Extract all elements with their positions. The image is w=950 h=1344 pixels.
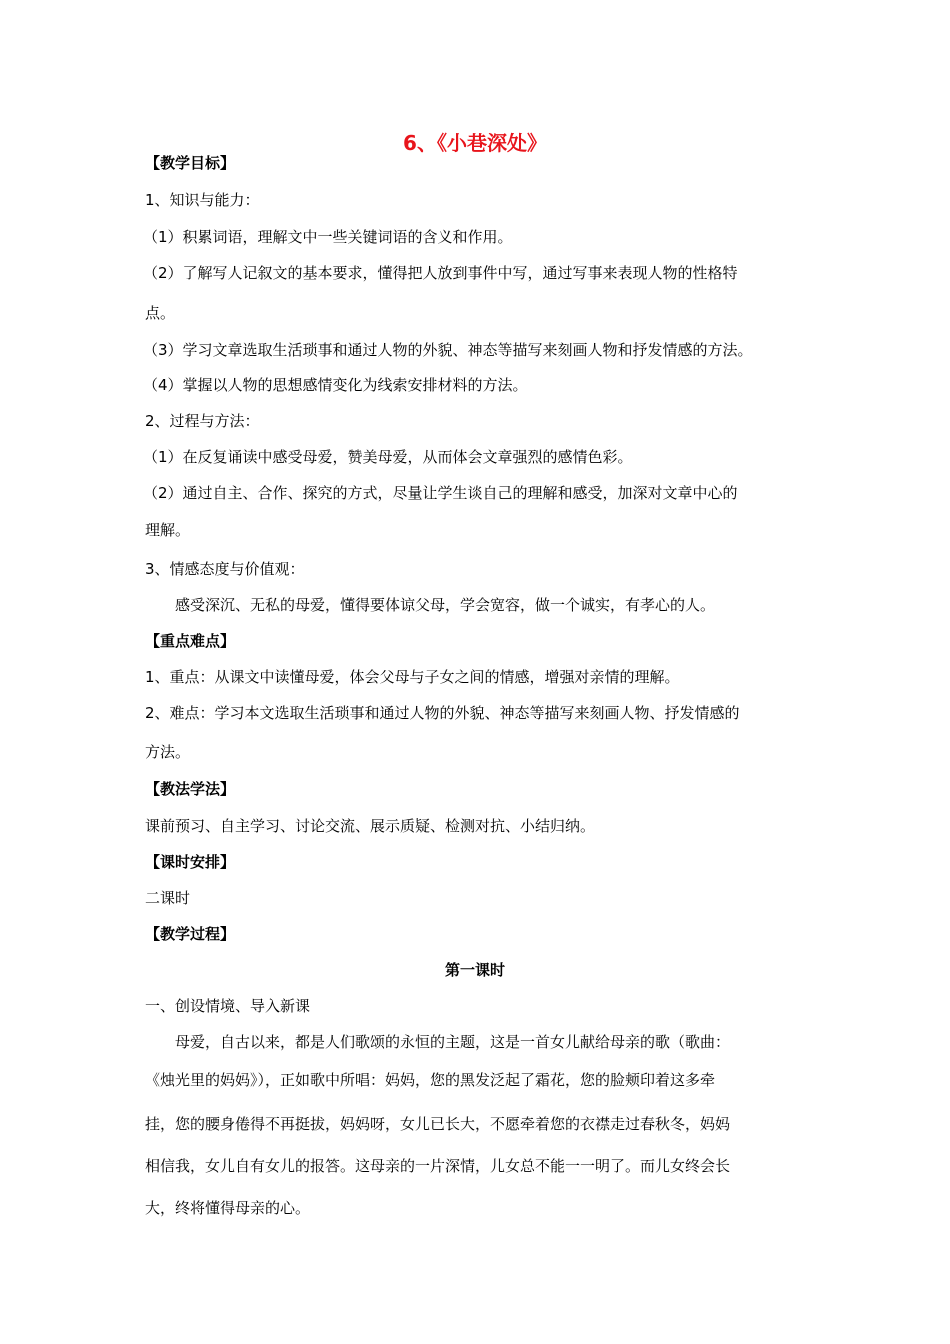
goal-emotion-text: 感受深沉、无私的母爱，懂得要体谅父母，学会宽容，做一个诚实，有孝心的人。 bbox=[175, 596, 716, 614]
intro-paragraph-line-1: 母爱，自古以来，都是人们歌颂的永恒的主题，这是一首女儿献给母亲的歌（歌曲： bbox=[175, 1033, 731, 1051]
keypoint-difficulty: 2、难点：学习本文选取生活琐事和通过人物的外貌、神态等描写来刻画人物、抒发情感的 bbox=[145, 704, 740, 722]
goal-process-item-1: （1）在反复诵读中感受母爱，赞美母爱，从而体会文章强烈的感情色彩。 bbox=[143, 448, 633, 466]
intro-paragraph-line-4: 相信我，女儿自有女儿的报答。这母亲的一片深情，儿女总不能一一明了。而儿女终会长 bbox=[145, 1157, 731, 1175]
goal-process-item-2-cont: 理解。 bbox=[145, 521, 191, 539]
schedule-text: 二课时 bbox=[145, 889, 191, 907]
intro-paragraph-line-5: 大，终将懂得母亲的心。 bbox=[145, 1199, 311, 1217]
section-heading-goals: 【教学目标】 bbox=[145, 154, 236, 172]
goal-knowledge-item-2-cont: 点。 bbox=[145, 304, 176, 322]
goal-emotion-heading: 3、情感态度与价值观： bbox=[145, 560, 305, 578]
section-heading-process: 【教学过程】 bbox=[145, 925, 236, 943]
goal-knowledge-heading: 1、知识与能力： bbox=[145, 191, 260, 209]
goal-knowledge-item-3: （3）学习文章选取生活琐事和通过人物的外貌、神态等描写来刻画人物和抒发情感的方法。 bbox=[143, 341, 753, 359]
section-heading-methods: 【教法学法】 bbox=[145, 780, 236, 798]
goal-knowledge-item-1: （1）积累词语，理解文中一些关键词语的含义和作用。 bbox=[143, 228, 513, 246]
goal-knowledge-item-4: （4）掌握以人物的思想感情变化为线索安排材料的方法。 bbox=[143, 376, 528, 394]
process-step-1: 一、创设情境、导入新课 bbox=[145, 997, 311, 1015]
section-heading-keypoints: 【重点难点】 bbox=[145, 632, 236, 650]
goal-process-heading: 2、过程与方法： bbox=[145, 412, 260, 430]
intro-paragraph-line-2: 《烛光里的妈妈》），正如歌中所唱：妈妈，您的黑发泛起了霜花，您的脸颊印着这多牵 bbox=[145, 1071, 716, 1089]
section-heading-schedule: 【课时安排】 bbox=[145, 853, 236, 871]
intro-paragraph-line-3: 挂，您的腰身倦得不再挺拔，妈妈呀，女儿已长大，不愿牵着您的衣襟走过春秋冬，妈妈 bbox=[145, 1115, 731, 1133]
goal-process-item-2: （2）通过自主、合作、探究的方式，尽量让学生谈自己的理解和感受，加深对文章中心的 bbox=[143, 484, 738, 502]
keypoint-focus: 1、重点：从课文中读懂母爱，体会父母与子女之间的情感，增强对亲情的理解。 bbox=[145, 668, 680, 686]
lesson-title: 第一课时 bbox=[444, 961, 505, 979]
methods-text: 课前预习、自主学习、讨论交流、展示质疑、检测对抗、小结归纳。 bbox=[145, 817, 596, 835]
keypoint-difficulty-cont: 方法。 bbox=[145, 743, 191, 761]
goal-knowledge-item-2: （2）了解写人记叙文的基本要求，懂得把人放到事件中写，通过写事来表现人物的性格特 bbox=[143, 264, 738, 282]
document-title: 6、《小巷深处》 bbox=[403, 131, 547, 155]
